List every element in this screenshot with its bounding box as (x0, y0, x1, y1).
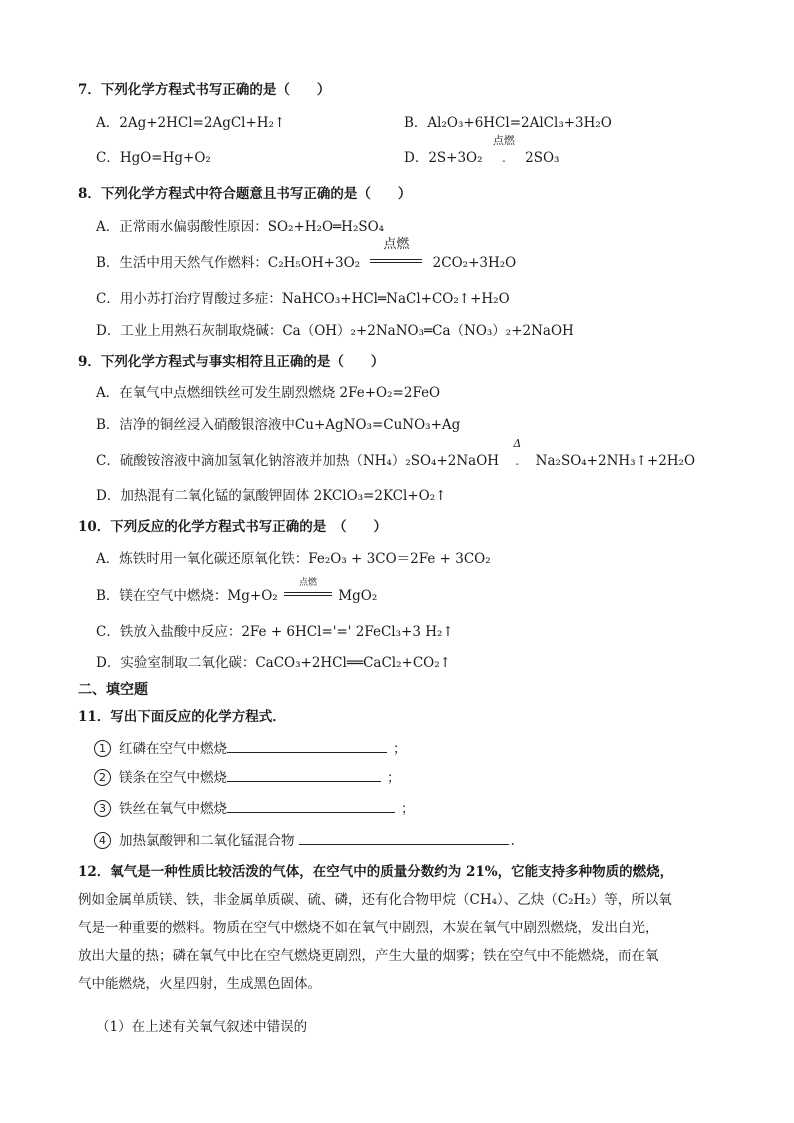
item-text: 加热氯酸钾和二氧化锰混合物 (119, 833, 295, 849)
paragraph-line: 例如金属单质镁、铁，非金属单质碳、硫、磷，还有化合物甲烷（CH₄）、乙炔（C₂H₂）等，所以氧 (78, 892, 672, 908)
question-7-option-b: B．Al₂O₃+6HCl=2AlCl₃+3H₂O (404, 115, 612, 131)
question-10-option-b (96, 578, 378, 606)
paragraph-line: 放出大量的热；磷在氧气中比在空气燃烧更剧烈，产生大量的烟雾；铁在空气中不能燃烧，而在氧 (78, 948, 659, 964)
item-number-circle: 4 (94, 832, 111, 849)
paragraph-line: 气是一种重要的燃料。物质在空气中燃烧不如在氧气中剧烈，木炭在氧气中剧烈燃烧，发出白光， (78, 920, 659, 936)
section-heading: 二、填空题 (78, 682, 148, 698)
condition-double-bar (370, 259, 422, 263)
condition-label: Δ (513, 437, 522, 450)
question-12-paragraph (78, 858, 718, 998)
question-8-option-b (96, 237, 517, 273)
equation-right: 2CO₂+3H₂O (432, 255, 517, 271)
question-8-option-c: C．用小苏打治疗胃酸过多症：NaHCO₃+HCl═NaCl+CO₂↑+H₂O (96, 291, 510, 307)
item-end: ； (401, 801, 415, 817)
item-end: ； (387, 770, 401, 786)
condition-label: 点燃 (383, 237, 410, 252)
question-8-stem: 8．下列化学方程式中符合题意且书写正确的是（ ） (78, 186, 412, 202)
reaction-condition (509, 437, 525, 471)
item-text: 红磷在空气中燃烧 (119, 741, 227, 757)
item-text: 镁条在空气中燃烧 (119, 770, 227, 786)
equation-right: Na₂SO₄+2NH₃↑+2H₂O (535, 453, 696, 469)
condition-label: 点燃 (298, 578, 317, 588)
answer-blank[interactable] (227, 738, 387, 753)
fill-item-4 (94, 830, 515, 851)
reaction-condition (491, 134, 517, 168)
question-7-option-a: A．2Ag+2HCl=2AgCl+H₂↑ (96, 115, 286, 131)
equation-left: B．生活中用天然气作燃料：C₂H₅OH+3O₂ (96, 255, 361, 271)
item-text: 铁丝在氧气中燃烧 (119, 801, 227, 817)
item-number-circle: 1 (94, 740, 111, 757)
condition-dash: - (515, 459, 520, 470)
condition-double-bar (284, 592, 332, 596)
question-9-option-d: D．加热混有二氧化锰的氯酸钾固体 2KClO₃=2KCl+O₂↑ (96, 488, 447, 504)
answer-blank[interactable] (227, 767, 381, 782)
question-9-option-b: B．洁净的铜丝浸入硝酸银溶液中Cu+AgNO₃=CuNO₃+Ag (96, 417, 461, 433)
condition-label: 点燃 (492, 134, 515, 147)
equation-left: B．镁在空气中燃烧：Mg+O₂ (96, 588, 278, 604)
item-end: ； (393, 741, 407, 757)
question-9-stem: 9．下列化学方程式与事实相符且正确的是（ ） (78, 354, 385, 370)
fill-item-1 (94, 738, 407, 759)
paragraph-line: 气中能燃烧，火星四射，生成黑色固体。 (78, 976, 321, 992)
item-number-circle: 3 (94, 800, 111, 817)
item-number-circle: 2 (94, 769, 111, 786)
equation-right: 2SO₃ (525, 150, 560, 166)
question-12-sub-1: （1）在上述有关氧气叙述中错误的 (96, 1019, 308, 1035)
equation-left: C．硫酸铵溶液中滴加氢氧化钠溶液并加热（NH₄）₂SO₄+2NaOH (96, 453, 500, 469)
reaction-condition (370, 237, 422, 273)
question-8-option-a: A．正常雨水偏弱酸性原因：SO₂+H₂O═H₂SO₄ (96, 219, 385, 235)
fill-item-2 (94, 767, 401, 788)
answer-blank[interactable] (227, 798, 395, 813)
question-9-option-c (96, 437, 696, 471)
question-10-option-d: D．实验室制取二氧化碳：CaCO₃+2HCl══CaCl₂+CO₂↑ (96, 655, 451, 671)
equation-left: D．2S+3O₂ (404, 150, 483, 166)
question-7-stem: 7．下列化学方程式书写正确的是（ ） (78, 82, 331, 98)
question-7-option-d (404, 134, 560, 168)
paragraph-line (78, 858, 718, 886)
answer-blank[interactable] (299, 830, 509, 845)
fill-item-3 (94, 798, 415, 819)
paragraph-line-text: 12．氧气是一种性质比较活泼的气体，在空气中的质量分数约为 21%，它能支持多种物质的燃烧， (78, 864, 674, 880)
reaction-condition (284, 578, 332, 606)
question-7-option-c: C．HgO=Hg+O₂ (96, 150, 211, 166)
question-10-option-c: C．铁放入盐酸中反应：2Fe + 6HCl='=' 2FeCl₃+3 H₂↑ (96, 624, 454, 640)
equation-right: MgO₂ (338, 588, 378, 604)
question-8-option-d: D．工业上用熟石灰制取烧碱：Ca（OH）₂+2NaNO₃═Ca（NO₃）₂+2NaOH (96, 323, 574, 339)
question-9-option-a: A．在氧气中点燃细铁丝可发生剧烈燃烧 2Fe+O₂=2FeO (96, 385, 441, 401)
question-11-stem (78, 707, 286, 727)
question-10-stem: 10．下列反应的化学方程式书写正确的是 （ ） (78, 519, 388, 535)
question-10-option-a: A．炼铁时用一氧化碳还原氧化铁：Fe₂O₃ + 3CO＝2Fe + 3CO₂ (96, 551, 491, 567)
condition-dash: - (502, 156, 506, 167)
question-11-text: 11．写出下面反应的化学方程式． (78, 709, 286, 725)
item-end: . (510, 833, 515, 849)
